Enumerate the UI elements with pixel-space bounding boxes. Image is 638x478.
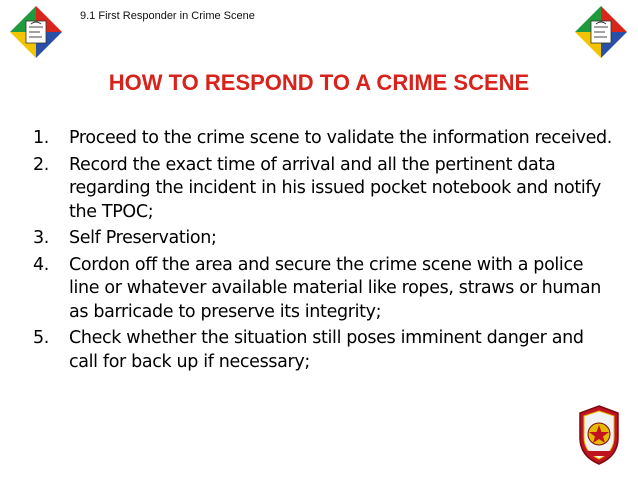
list-item — [33, 154, 613, 225]
police-badge-icon — [576, 404, 622, 466]
list-item — [33, 127, 613, 151]
diamond-seal-icon — [574, 5, 628, 59]
step-number: 5. — [33, 328, 49, 348]
header-label: 9.1 First Responder in Crime Scene — [80, 10, 255, 22]
step-text: Record the exact time of arrival and all the pertinent data regarding the incident in his issued pocket notebook and notify the TPOC; — [69, 154, 601, 222]
page-title: HOW TO RESPOND TO A CRIME SCENE — [108, 70, 530, 95]
step-text: Proceed to the crime scene to validate the information received. — [69, 128, 613, 148]
step-number: 3. — [33, 228, 49, 248]
list-item — [33, 227, 613, 251]
step-text: Cordon off the area and secure the crime scene with a police line or whatever available material like ropes, straws or human as barricade to preserve its integrity; — [69, 254, 601, 322]
steps-list — [33, 127, 613, 377]
diamond-seal-icon — [9, 5, 63, 59]
list-item — [33, 327, 613, 374]
step-text: Self Preservation; — [69, 228, 217, 248]
step-number: 1. — [33, 128, 49, 148]
step-text: Check whether the situation still poses imminent danger and call for back up if necessary; — [69, 328, 584, 372]
step-number: 4. — [33, 254, 49, 275]
step-number: 2. — [33, 154, 49, 175]
list-item — [33, 254, 613, 325]
